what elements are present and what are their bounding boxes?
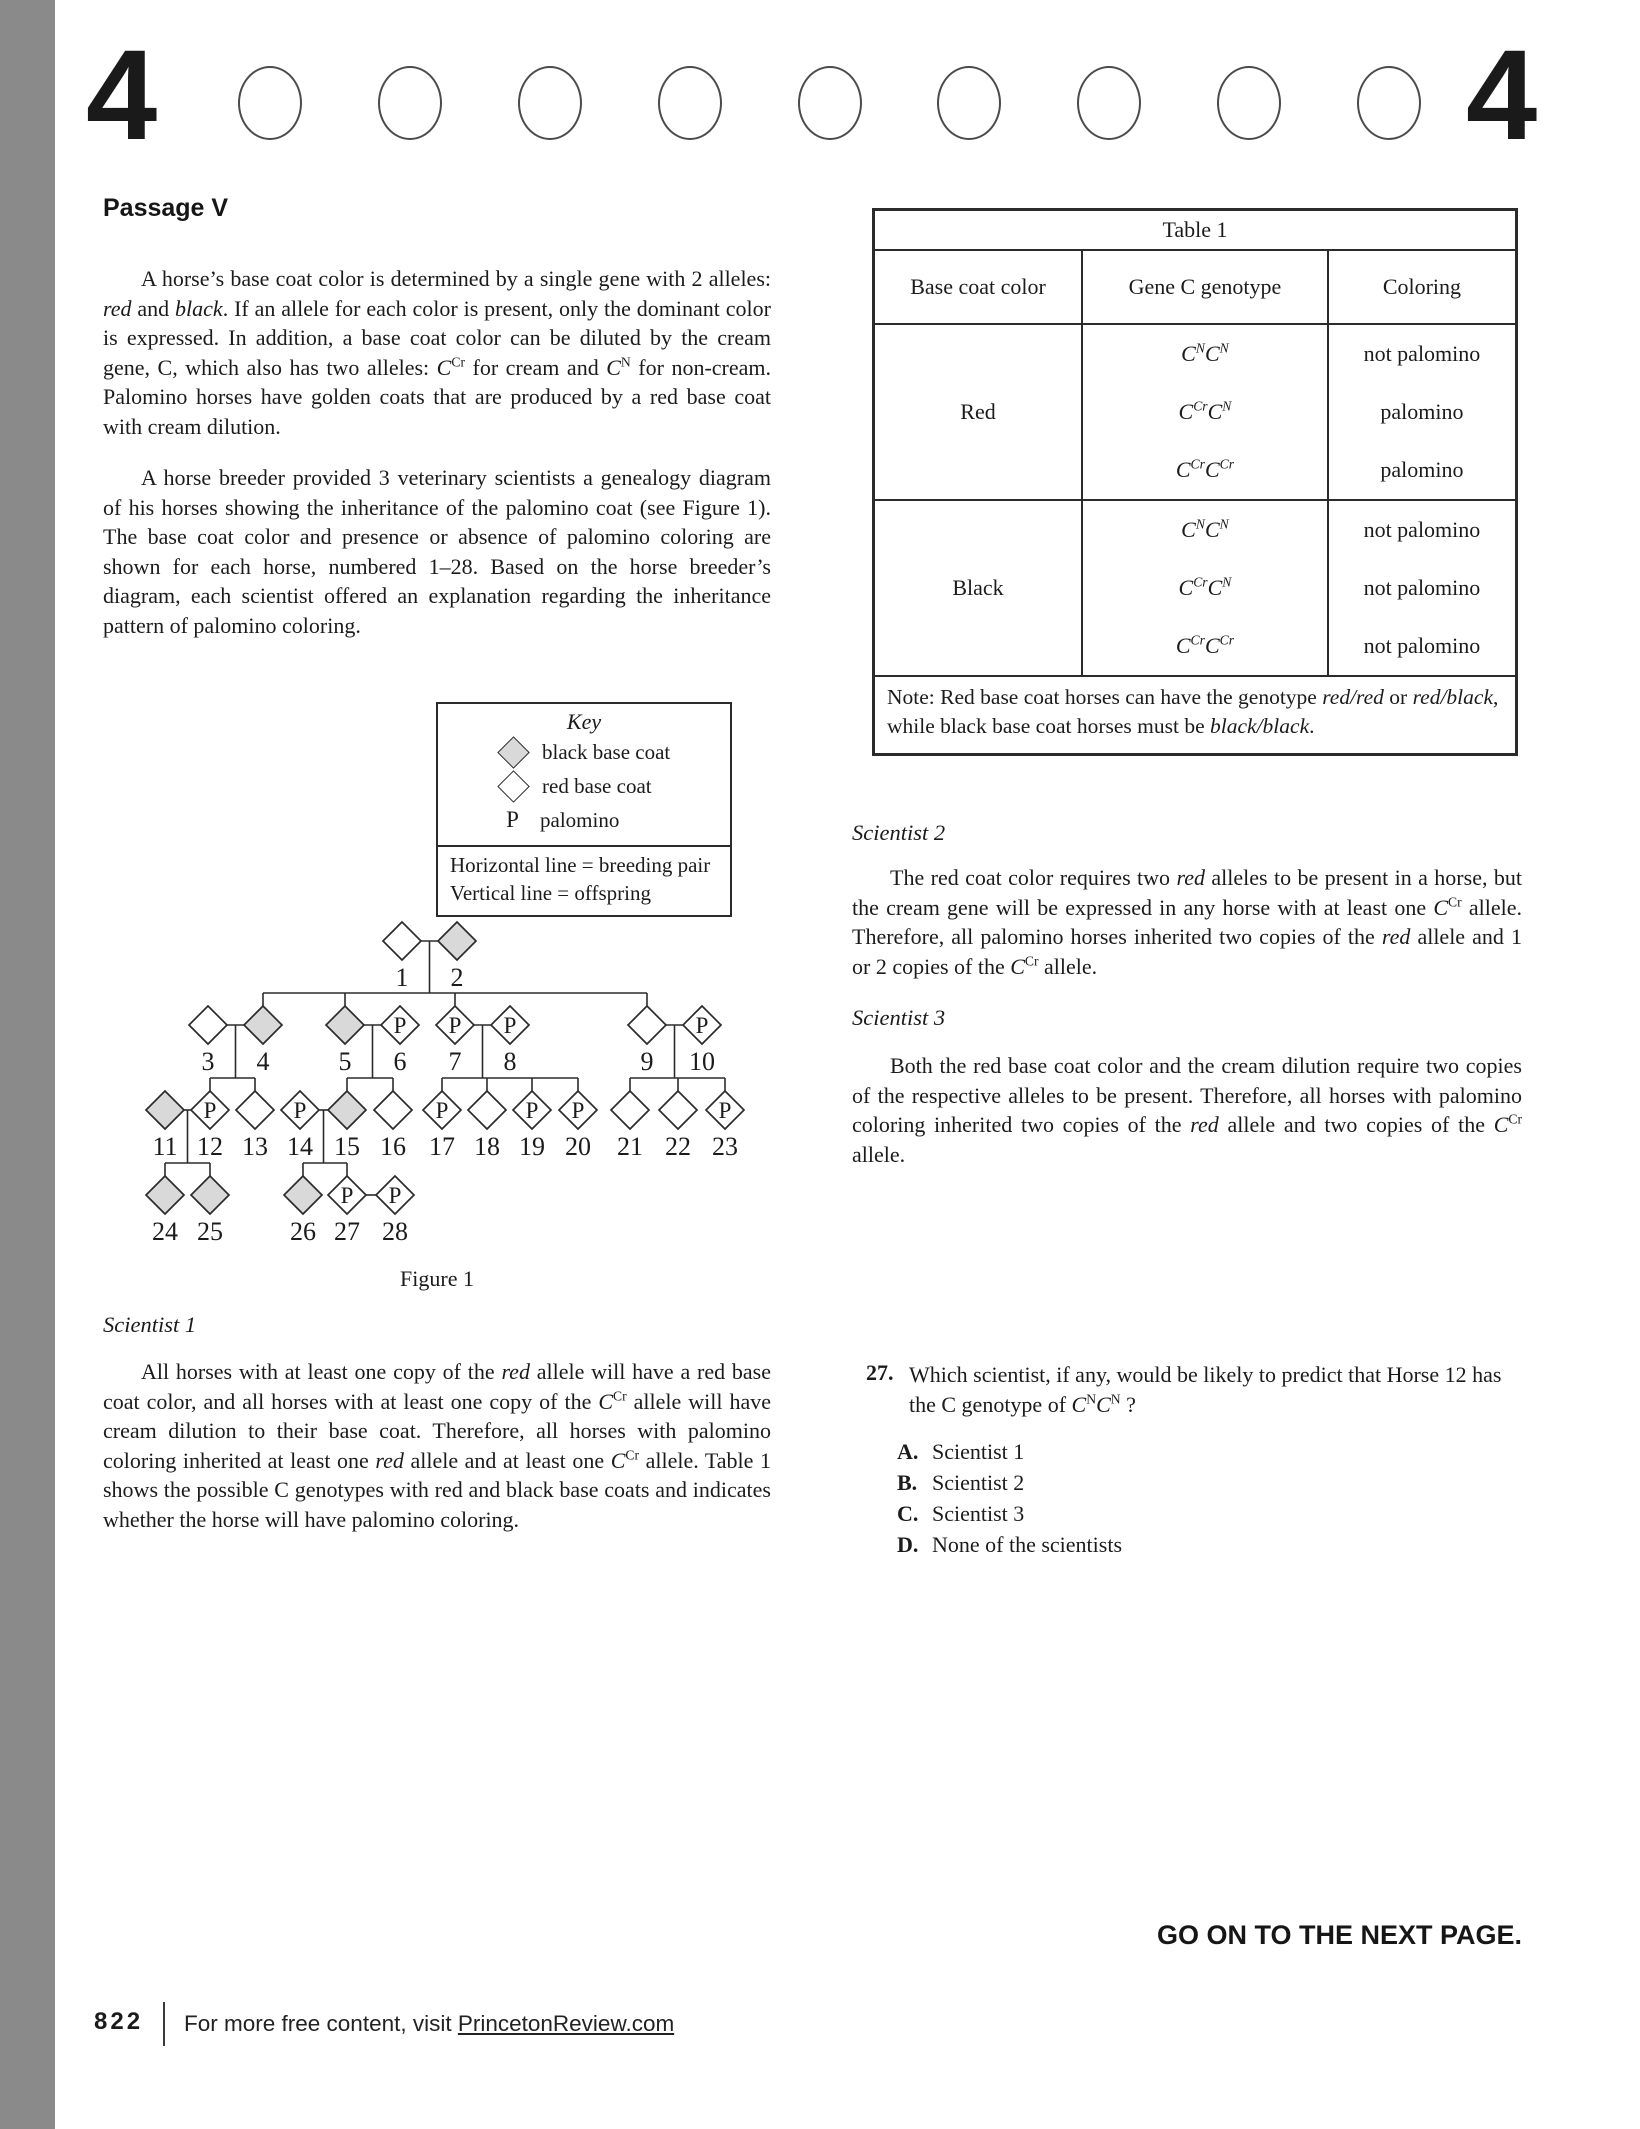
go-on-notice: GO ON TO THE NEXT PAGE.: [1156, 1920, 1522, 1950]
key-item-label: black base coat: [542, 739, 671, 764]
header-bubble: [1357, 66, 1421, 140]
header-bubble: [1217, 66, 1281, 140]
answer-option: [897, 1498, 1522, 1529]
horse-12-label: 12: [197, 1132, 223, 1161]
key-item-red-coat: [438, 769, 730, 803]
horse-10-palomino-mark: P: [695, 1013, 709, 1038]
horse-18-diamond: [468, 1091, 506, 1129]
coloring-cell: not palomino: [1328, 500, 1517, 559]
key-item-label: palomino: [540, 807, 620, 832]
horse-25-diamond: [191, 1176, 229, 1214]
option-text: Scientist 1: [932, 1439, 1025, 1464]
horse-4-label: 4: [256, 1047, 270, 1076]
horse-16-label: 16: [380, 1132, 406, 1161]
answer-option: [897, 1436, 1522, 1467]
option-letter: B.: [897, 1470, 918, 1495]
horse-4-diamond: [244, 1006, 282, 1044]
horse-14-palomino-mark: P: [293, 1098, 307, 1123]
scientist-1-heading: Scientist 1: [103, 1312, 197, 1337]
genotype-cell: $C^{Cr}C^N$: [1082, 383, 1328, 441]
horse-21-diamond: [611, 1091, 649, 1129]
answer-option: [897, 1529, 1522, 1560]
table-header-row: [874, 250, 1517, 324]
horse-5-diamond: [326, 1006, 364, 1044]
key-item-black-coat: [438, 735, 730, 769]
genotype-cell: $C^NC^N$: [1082, 500, 1328, 559]
table-row: [874, 324, 1517, 383]
horse-5-label: 5: [338, 1047, 352, 1076]
horse-20-label: 20: [565, 1132, 591, 1161]
page-number: 822: [94, 2008, 144, 2035]
key-item-palomino: [438, 803, 730, 837]
option-letter: C.: [897, 1501, 919, 1526]
coloring-cell: not palomino: [1328, 617, 1517, 676]
question-text: Which scientist, if any, would be likely to predict that Horse 12 has the C genotype of $C^NC^N$ ?: [909, 1362, 1502, 1417]
horse-16-diamond: [374, 1091, 412, 1129]
scientist-3-text: Both the red base coat color and the cream dilution require two copies of the respective alleles to be present. Therefore, all horses with palomino coloring inherited two copies of the red allele and two copies of the $C^{Cr}$ allele.: [852, 1053, 1522, 1167]
table-row: [874, 500, 1517, 559]
horse-6-palomino-mark: P: [393, 1013, 407, 1038]
coloring-cell: palomino: [1328, 441, 1517, 500]
horse-9-diamond: [628, 1006, 666, 1044]
horse-10-label: 10: [689, 1047, 715, 1076]
horse-27-label: 27: [334, 1217, 360, 1246]
genotype-cell: $C^{Cr}C^{Cr}$: [1082, 441, 1328, 500]
base-coat-cell: Red: [874, 324, 1083, 500]
horse-27-palomino-mark: P: [340, 1183, 354, 1208]
header-bubble: [238, 66, 302, 140]
table-note-row: [874, 676, 1517, 755]
table-title: Table 1: [874, 210, 1517, 251]
horse-23-label: 23: [712, 1132, 738, 1161]
scientist-3-heading: Scientist 3: [852, 1005, 946, 1030]
genotype-cell: $C^NC^N$: [1082, 324, 1328, 383]
scientist-2-heading: Scientist 2: [852, 820, 946, 845]
coloring-cell: not palomino: [1328, 559, 1517, 617]
horse-26-diamond: [284, 1176, 322, 1214]
horse-28-palomino-mark: P: [388, 1183, 402, 1208]
footer-promo-text: For more free content, visit: [184, 2011, 458, 2036]
horse-17-label: 17: [429, 1132, 455, 1161]
horse-6-label: 6: [393, 1047, 407, 1076]
page-edge-bar: [0, 0, 55, 2129]
section-number-right: 4: [1466, 24, 1533, 167]
question-options: [897, 1436, 1522, 1560]
answer-option: [897, 1467, 1522, 1498]
key-note-vertical: Vertical line = offspring: [450, 880, 651, 905]
table-note: Note: Red base coat horses can have the genotype red/red or red/black, while black base coat horses must be black/black.: [874, 676, 1517, 755]
question-number: 27.: [866, 1360, 894, 1385]
horse-15-label: 15: [334, 1132, 360, 1161]
option-letter: A.: [897, 1439, 919, 1464]
coloring-cell: not palomino: [1328, 324, 1517, 383]
horse-19-palomino-mark: P: [525, 1098, 539, 1123]
horse-2-diamond: [438, 922, 476, 960]
header-bubble: [1077, 66, 1141, 140]
option-text: Scientist 3: [932, 1501, 1025, 1526]
base-coat-cell: Black: [874, 500, 1083, 676]
horse-24-diamond: [146, 1176, 184, 1214]
genotype-cell: $C^{Cr}C^{Cr}$: [1082, 617, 1328, 676]
question-27: [860, 1360, 1522, 1560]
table-column-header: Gene C genotype: [1082, 250, 1328, 324]
horse-25-label: 25: [197, 1217, 223, 1246]
horse-14-label: 14: [287, 1132, 313, 1161]
palomino-p-mark: P: [506, 807, 519, 832]
horse-17-palomino-mark: P: [435, 1098, 449, 1123]
option-text: Scientist 2: [932, 1470, 1025, 1495]
horse-1-label: 1: [395, 963, 409, 992]
header-bubble: [378, 66, 442, 140]
black-diamond-icon: [497, 736, 530, 769]
passage-paragraph-2: A horse breeder provided 3 veterinary scientists a genealogy diagram of his horses showing the inheritance of the palomino coat (see Figure 1). The base coat color and presence or absence of palomino coloring are shown for each horse, numbered 1–28. Based on the horse breeder’s diagram, each scientist offered an explanation regarding the inheritance pattern of palomino coloring.: [103, 465, 771, 638]
header-bubble: [658, 66, 722, 140]
key-note-horizontal: Horizontal line = breeding pair: [450, 853, 711, 877]
footer-promo: [184, 2011, 674, 2037]
horse-13-diamond: [236, 1091, 274, 1129]
horse-7-palomino-mark: P: [448, 1013, 462, 1038]
horse-8-palomino-mark: P: [503, 1013, 517, 1038]
horse-20-palomino-mark: P: [571, 1098, 585, 1123]
figure-caption: Figure 1: [400, 1266, 474, 1291]
header-bubble: [937, 66, 1001, 140]
scientist-1-text: All horses with at least one copy of the red allele will have a red base coat color, and all horses with at least one copy of the $C^{Cr}$ allele will have cream dilution to their base coat. Therefore, all horses with palomino coloring inherited at least one red allele and at least one $C^{Cr}$ allele. Table 1 shows the possible C genotypes with red and black base coats and indicates whether the horse will have palomino coloring.: [103, 1359, 772, 1532]
header-bubble: [518, 66, 582, 140]
key-title: Key: [566, 709, 602, 734]
horse-13-label: 13: [242, 1132, 268, 1161]
option-text: None of the scientists: [932, 1532, 1123, 1557]
table-1-container: [872, 208, 1518, 756]
header-bubbles-row: [238, 66, 1421, 140]
horse-19-label: 19: [519, 1132, 545, 1161]
passage-paragraph-1: A horse’s base coat color is determined by a single gene with 2 alleles: red and black. If an allele for each color is present, only the dominant color is expressed. In addition, a base coat color can be diluted by the cream gene, C, which also has two alleles: $C^{Cr}$ for cream and $C^N$ for non-cream. Palomino horses have golden coats that are produced by a red base coat with cream dilution.: [103, 266, 771, 439]
horse-18-label: 18: [474, 1132, 500, 1161]
pedigree-diagram: [95, 875, 760, 1305]
horse-12-palomino-mark: P: [203, 1098, 217, 1123]
option-letter: D.: [897, 1532, 919, 1557]
horse-1-diamond: [383, 922, 421, 960]
table-1: [872, 208, 1518, 756]
key-item-label: red base coat: [542, 773, 652, 798]
passage-title: Passage V: [103, 194, 229, 222]
genotype-cell: $C^{Cr}C^N$: [1082, 559, 1328, 617]
horse-3-label: 3: [201, 1047, 215, 1076]
horse-2-label: 2: [450, 963, 464, 992]
section-number-left: 4: [86, 24, 153, 167]
coloring-cell: palomino: [1328, 383, 1517, 441]
horse-8-label: 8: [503, 1047, 517, 1076]
horse-9-label: 9: [640, 1047, 654, 1076]
footer-divider: [163, 2002, 165, 2046]
horse-28-label: 28: [382, 1217, 408, 1246]
horse-7-label: 7: [448, 1047, 462, 1076]
table-column-header: Coloring: [1328, 250, 1517, 324]
horse-23-palomino-mark: P: [718, 1098, 732, 1123]
horse-15-diamond: [328, 1091, 366, 1129]
horse-3-diamond: [189, 1006, 227, 1044]
table-title-row: [874, 210, 1517, 251]
horse-24-label: 24: [152, 1217, 178, 1246]
header-bubble: [798, 66, 862, 140]
horse-22-label: 22: [665, 1132, 691, 1161]
horse-11-diamond: [146, 1091, 184, 1129]
horse-22-diamond: [659, 1091, 697, 1129]
horse-21-label: 21: [617, 1132, 643, 1161]
scientist-2-text: The red coat color requires two red alleles to be present in a horse, but the cream gene will be expressed in any horse with at least one $C^{Cr}$ allele. Therefore, all palomino horses inherited two copies of the red allele and 1 or 2 copies of the $C^{Cr}$ allele.: [852, 865, 1522, 979]
horse-26-label: 26: [290, 1217, 316, 1246]
red-diamond-icon: [497, 770, 530, 803]
horse-11-label: 11: [152, 1132, 178, 1161]
key-symbols-section: [438, 704, 730, 845]
princeton-review-link[interactable]: PrincetonReview.com: [457, 2011, 675, 2036]
table-column-header: Base coat color: [874, 250, 1083, 324]
